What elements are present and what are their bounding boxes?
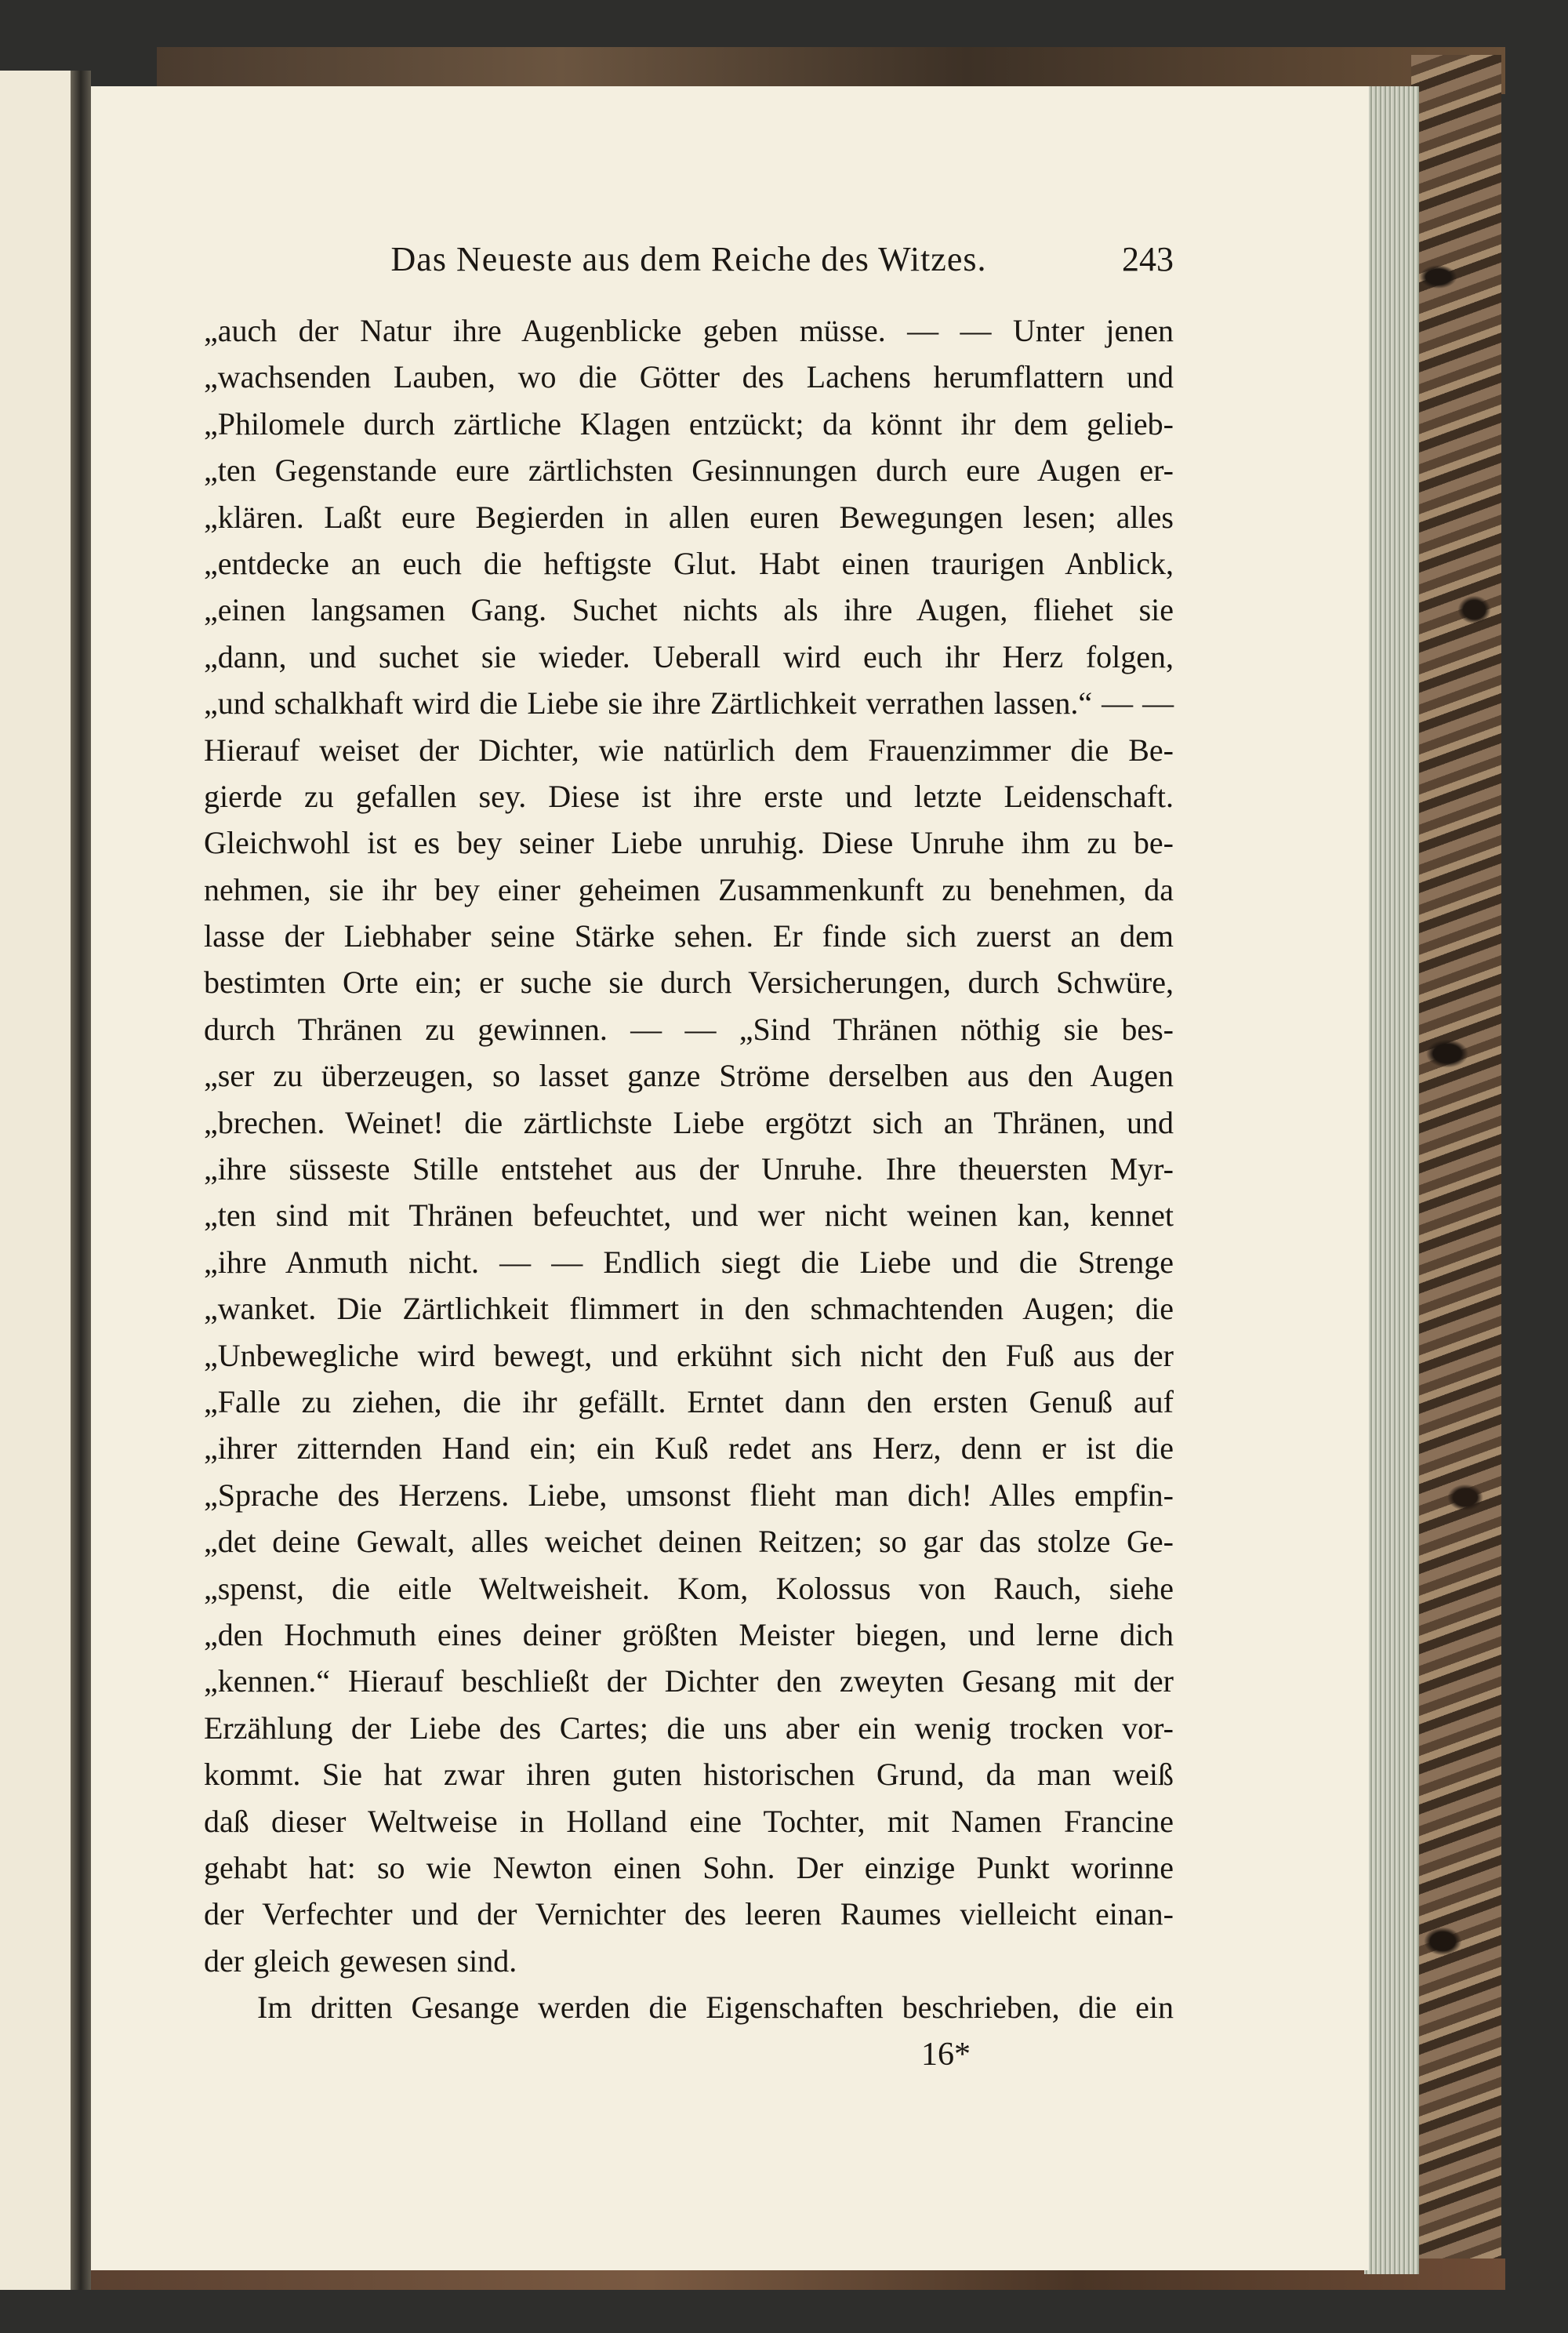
text-line: „wachsenden Lauben, wo die Götter des Lachens herumflattern und — [204, 359, 1174, 395]
text-line: „ihrer zitternden Hand ein; ein Kuß redet ans Herz, denn er ist die — [204, 1430, 1174, 1466]
signature-mark: 16* — [921, 2037, 971, 2073]
text-line: bestimten Orte ein; er suche sie durch Versicherungen, durch Schwüre, — [204, 965, 1174, 1001]
text-line: daß dieser Weltweise in Holland eine Tochter, mit Namen Francine — [204, 1803, 1174, 1839]
text-line: „entdecke an euch die heftigste Glut. Habt einen traurigen Anblick, — [204, 545, 1174, 581]
page-edges-stack — [1364, 86, 1419, 2274]
text-line: „auch der Natur ihre Augenblicke geben müsse. — — Unter jenen — [204, 313, 1174, 348]
text-line: lasse der Liebhaber seine Stärke sehen. Er finde sich zuerst an dem — [204, 918, 1174, 954]
text-line: der gleich gewesen sind. — [204, 1942, 517, 1979]
text-line: „einen langsamen Gang. Suchet nichts als ihre Augen, fliehet sie — [204, 592, 1174, 628]
text-line: durch Thränen zu gewinnen. — — „Sind Thränen nöthig sie bes- — [204, 1011, 1174, 1047]
book-gutter — [71, 71, 91, 2290]
text-line: Im dritten Gesange werden die Eigenschaften beschrieben, die ein — [257, 1990, 1174, 2026]
text-line: nehmen, sie ihr bey einer geheimen Zusammenkunft zu benehmen, da — [204, 871, 1174, 907]
text-line: „Unbewegliche wird bewegt, und erkühnt sich nicht den Fuß aus der — [204, 1337, 1174, 1373]
text-line: gehabt hat: so wie Newton einen Sohn. Der einzige Punkt worinne — [204, 1849, 1174, 1885]
text-line: Gleichwohl ist es bey seiner Liebe unruhig. Diese Unruhe ihm zu be- — [204, 825, 1174, 861]
marbled-cover — [1411, 55, 1501, 2274]
text-line: „det deine Gewalt, alles weichet deinen Reitzen; so gar das stolze Ge- — [204, 1524, 1174, 1560]
running-head — [204, 239, 1174, 286]
left-page-edge — [0, 71, 71, 2290]
text-line: „Falle zu ziehen, die ihr gefällt. Erntet dann den ersten Genuß auf — [204, 1383, 1174, 1419]
text-line: „klären. Laßt eure Begierden in allen euren Bewegungen lesen; alles — [204, 499, 1174, 535]
text-line: „ten sind mit Thränen befeuchtet, und wer nicht weinen kan, kennet — [204, 1197, 1174, 1234]
text-line: „ser zu überzeugen, so lasset ganze Ströme derselben aus den Augen — [204, 1058, 1174, 1094]
text-line: Erzählung der Liebe des Cartes; die uns aber ein wenig trocken vor- — [204, 1710, 1174, 1746]
running-title: Das Neueste aus dem Reiche des Witzes. — [390, 240, 987, 278]
text-line: „wanket. Die Zärtlichkeit flimmert in den schmachtenden Augen; die — [204, 1291, 1174, 1327]
text-line: „ten Gegenstande eure zärtlichsten Gesinnungen durch eure Augen er- — [204, 452, 1174, 489]
text-line: „Sprache des Herzens. Liebe, umsonst flieht man dich! Alles empfin- — [204, 1477, 1174, 1513]
text-line: „brechen. Weinet! die zärtlichste Liebe ergötzt sich an Thränen, und — [204, 1104, 1174, 1140]
text-line: „dann, und suchet sie wieder. Ueberall wird euch ihr Herz folgen, — [204, 638, 1174, 674]
text-line: Hierauf weiset der Dichter, wie natürlich dem Frauenzimmer die Be- — [204, 732, 1174, 768]
text-line: „Philomele durch zärtliche Klagen entzückt; da könnt ihr dem gelieb- — [204, 405, 1174, 442]
text-line: kommt. Sie hat zwar ihren guten historischen Grund, da man weiß — [204, 1757, 1174, 1793]
body-text — [204, 307, 1174, 2030]
text-line: gierde zu gefallen sey. Diese ist ihre erste und letzte Leidenschaft. — [204, 778, 1174, 814]
text-line: „den Hochmuth eines deiner größten Meister biegen, und lerne dich — [204, 1616, 1174, 1652]
text-line: „und schalkhaft wird die Liebe sie ihre Zärtlichkeit verrathen lassen.“ — — — [204, 685, 1174, 721]
text-line: „ihre süsseste Stille entstehet aus der Unruhe. Ihre theuersten Myr- — [204, 1151, 1174, 1187]
page-number: 243 — [1122, 240, 1174, 278]
text-line: „ihre Anmuth nicht. — — Endlich siegt die Liebe und die Strenge — [204, 1244, 1174, 1280]
text-line: „spenst, die eitle Weltweisheit. Kom, Kolossus von Rauch, siehe — [204, 1570, 1174, 1606]
text-line: „kennen.“ Hierauf beschließt der Dichter den zweyten Gesang mit der — [204, 1663, 1174, 1699]
text-line: der Verfechter und der Vernichter des leeren Raumes vielleicht einan- — [204, 1896, 1174, 1932]
